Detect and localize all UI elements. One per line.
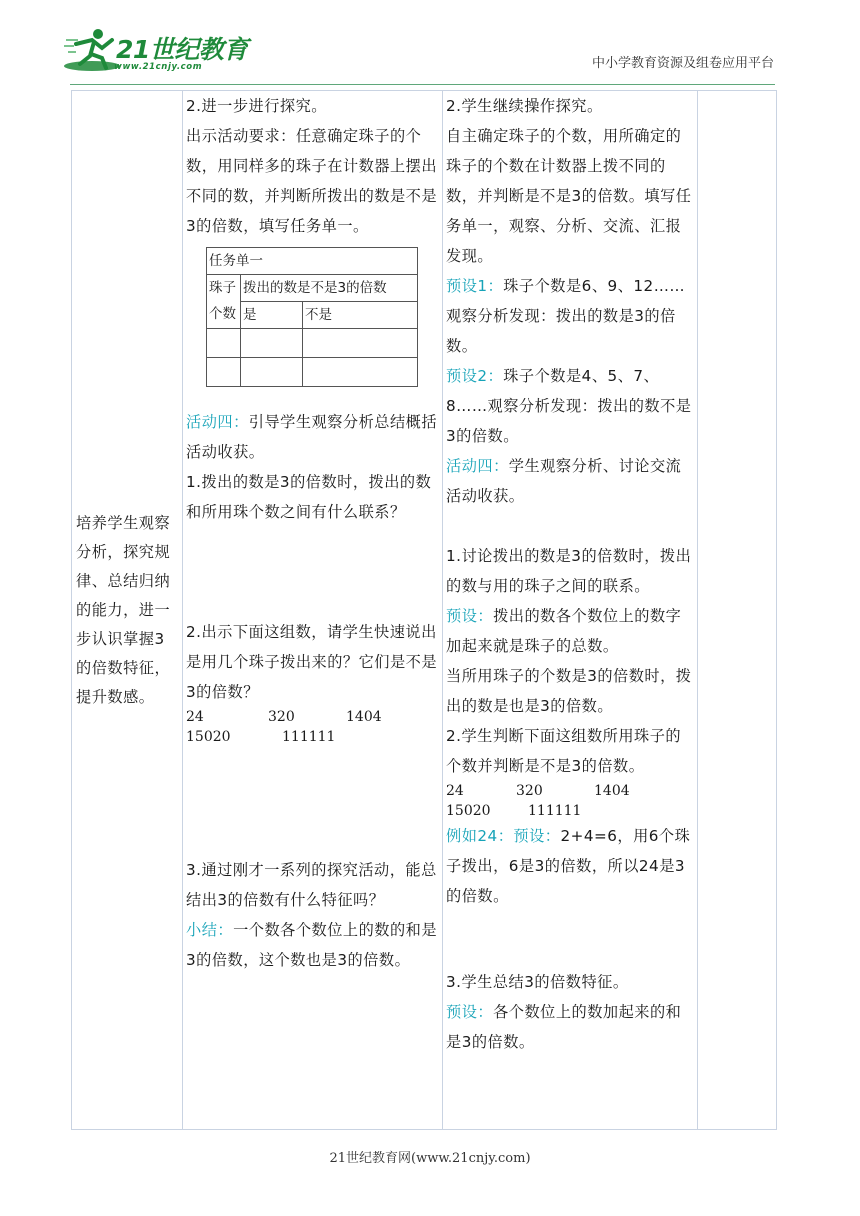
student-discussion-1: 1.讨论拨出的数是3的倍数时，拨出的数与用的珠子之间的联系。 [446, 547, 692, 595]
number-item: 24 [446, 783, 464, 799]
page-header [0, 0, 860, 90]
student-activity-4 [446, 451, 695, 511]
logo-url: www.21cnjy.com [114, 62, 203, 72]
number-item: 320 [516, 783, 543, 799]
activity-4-label: 活动四： [186, 413, 249, 431]
teacher-activity-4 [186, 407, 440, 467]
number-item: 1404 [594, 783, 630, 799]
number-item: 111111 [528, 803, 582, 819]
lesson-table [71, 90, 777, 1130]
task-col-result: 拨出的数是不是3的倍数 [241, 275, 418, 302]
teacher-question-2: 2.出示下面这组数，请学生快速说出是用几个珠子拨出来的？它们是不是3的倍数？ [186, 623, 437, 701]
student-preset-3 [446, 601, 695, 661]
activity-requirement: 出示活动要求：任意确定珠子的个数，用同样多的珠子在计数器上摆出不同的数，并判断所拨出的数是不是3的倍数，填写任务单一。 [186, 127, 437, 235]
student-discussion-2: 2.学生判断下面这组数所用珠子的个数并判断是不是3的倍数。 [446, 727, 682, 775]
task-col-no: 不是 [303, 302, 418, 329]
student-example [446, 821, 695, 911]
task-cell [241, 329, 303, 358]
summary-text: 一个数各个数位上的数的和是3的倍数，这个数也是3的倍数。 [186, 921, 437, 969]
example-label: 例如24：预设： [446, 827, 561, 845]
goal-cell [72, 91, 183, 1130]
table-row [72, 91, 777, 1130]
notes-cell [698, 91, 777, 1130]
teacher-question-3: 3.通过刚才一系列的探究活动，能总结出3的倍数有什么特征吗？ [186, 861, 437, 909]
number-item: 15020 [186, 729, 231, 745]
preset-3-text: 拨出的数各个数位上的数字加起来就是珠子的总数。 [446, 607, 682, 655]
task-sheet-table [206, 247, 418, 387]
task-cell [303, 358, 418, 387]
task-cell [207, 329, 241, 358]
number-set [186, 707, 440, 747]
number-set [446, 781, 695, 821]
platform-title: 中小学教育资源及组卷应用平台 [591, 56, 774, 71]
number-item: 15020 [446, 803, 491, 819]
activity-4-text: 学生观察分析、讨论交流活动收获。 [446, 457, 682, 505]
preset-1-text: 珠子个数是6、9、12……观察分析发现：拨出的数是3的倍数。 [446, 277, 686, 355]
page-footer: 21世纪教育网(www.21cnjy.com) [329, 1151, 531, 1166]
teacher-step-2: 2.进一步进行探究。 [186, 97, 327, 115]
activity-4-label: 活动四： [446, 457, 509, 475]
student-preset-2 [446, 361, 695, 451]
preset-4-label: 预设： [446, 1003, 494, 1021]
number-item: 320 [268, 709, 295, 725]
activity-4-text: 引导学生观察分析总结概括活动收获。 [186, 413, 437, 461]
preset-2-text: 珠子个数是4、5、7、8……观察分析发现：拨出的数不是3的倍数。 [446, 367, 692, 445]
teacher-activity-cell [183, 91, 443, 1130]
preset-3-label: 预设： [446, 607, 494, 625]
goal-text: 培养学生观察分析，探究规律、总结归纳的能力，进一步认识掌握3的倍数特征，提升数感。 [76, 513, 171, 706]
logo-text: 21世纪教育 [116, 35, 248, 64]
task-sheet-title: 任务单一 [207, 248, 418, 275]
student-step-2: 2.学生继续操作探究。 [446, 97, 603, 115]
student-conclusion: 当所用珠子的个数是3的倍数时，拨出的数是也是3的倍数。 [446, 667, 692, 715]
task-cell [207, 358, 241, 387]
student-operation: 自主确定珠子的个数，用所确定的珠子的个数在计数器上拨不同的数，并判断是不是3的倍数。填写任务单一，观察、分析、交流、汇报发现。 [446, 127, 692, 265]
example-text: 2+4=6，用6个珠子拨出，6是3的倍数，所以24是3的倍数。 [446, 827, 691, 905]
preset-2-label: 预设2： [446, 367, 504, 385]
task-col-beads: 珠子个数 [207, 275, 241, 329]
teacher-question-1: 1.拨出的数是3的倍数时，拨出的数和所用珠个数之间有什么联系？ [186, 473, 432, 521]
student-discussion-3: 3.学生总结3的倍数特征。 [446, 973, 629, 991]
student-preset-1 [446, 271, 695, 361]
number-item: 1404 [346, 709, 382, 725]
teacher-summary [186, 915, 440, 975]
student-activity-cell [443, 91, 698, 1130]
student-preset-4 [446, 997, 695, 1057]
task-cell [241, 358, 303, 387]
task-cell [303, 329, 418, 358]
number-item: 24 [186, 709, 204, 725]
number-item: 111111 [282, 729, 336, 745]
task-col-yes: 是 [241, 302, 303, 329]
preset-4-text: 各个数位上的数加起来的和是3的倍数。 [446, 1003, 682, 1051]
header-divider [70, 84, 775, 85]
summary-label: 小结： [186, 921, 234, 939]
preset-1-label: 预设1： [446, 277, 504, 295]
